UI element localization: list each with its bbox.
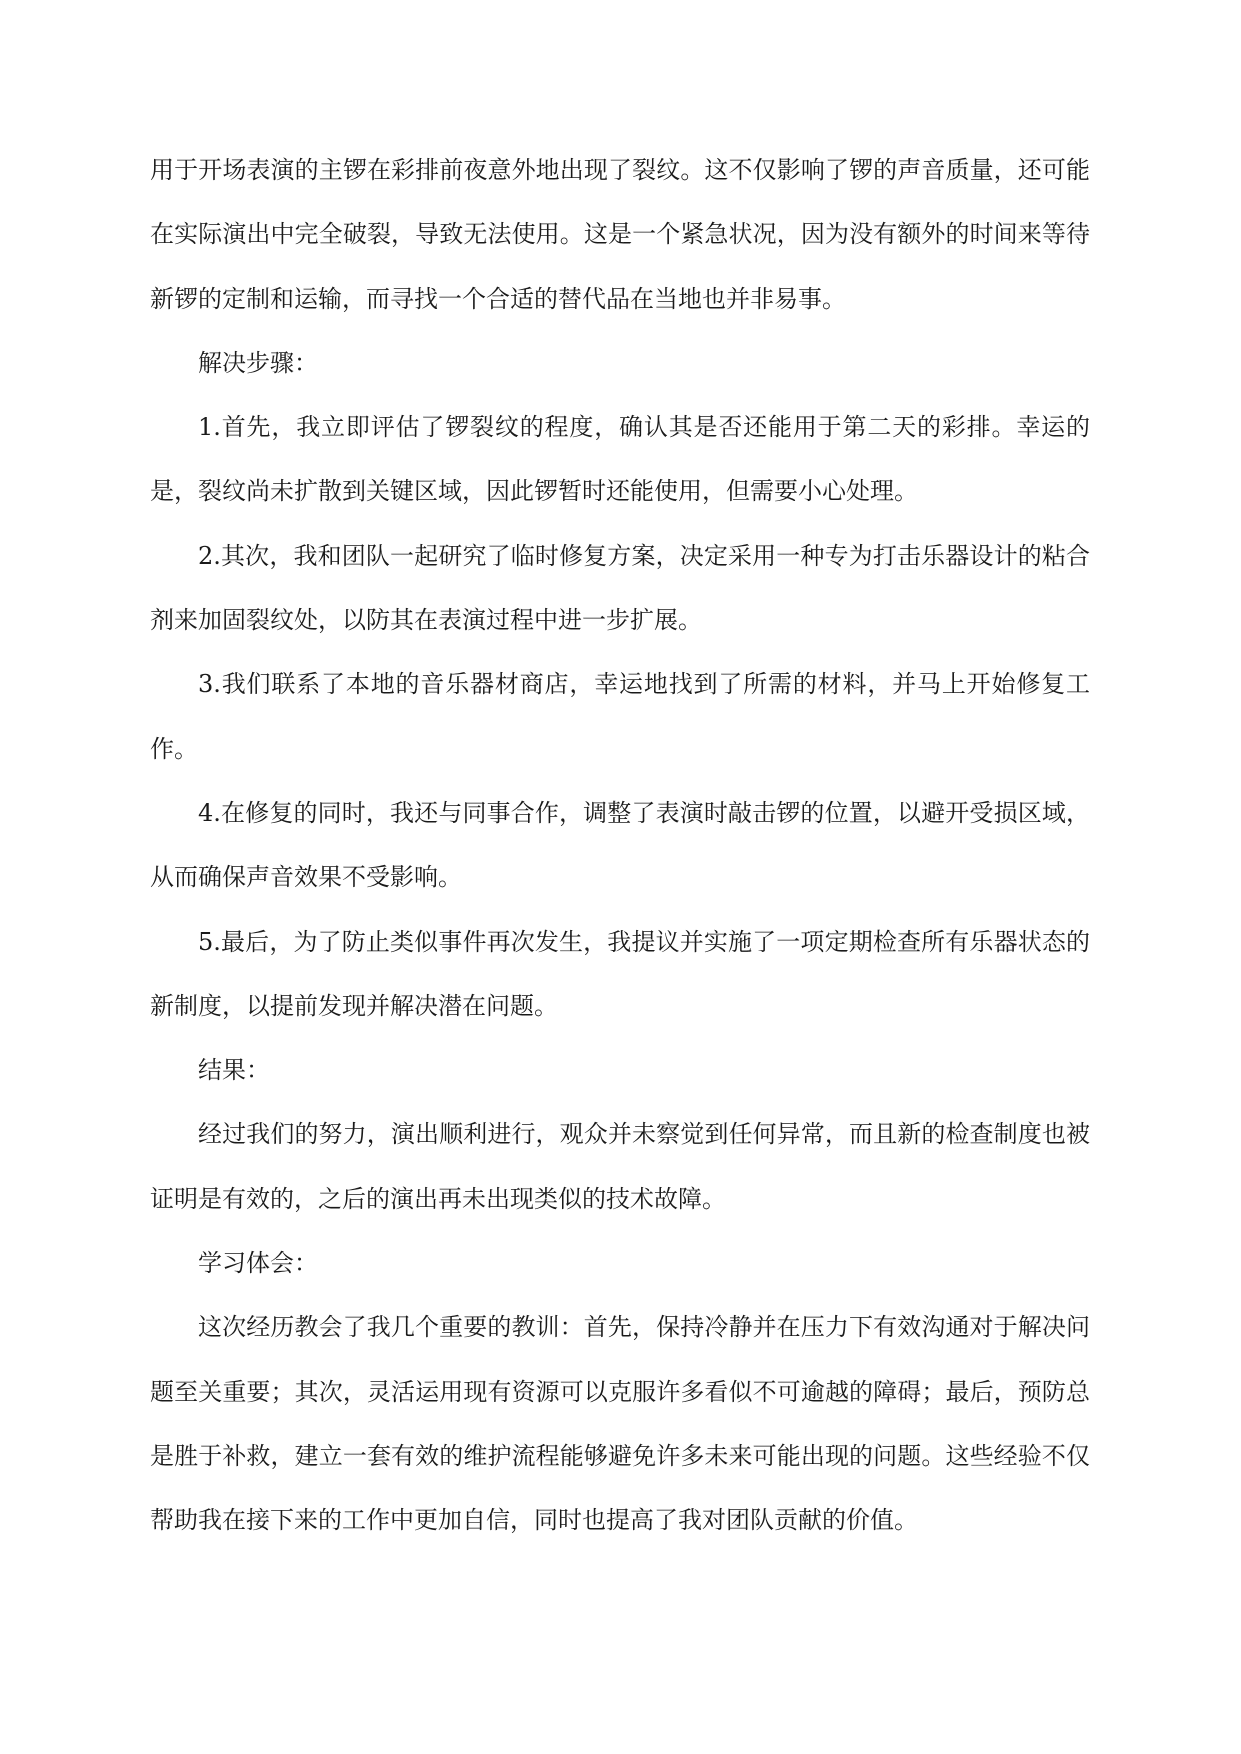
step-4-paragraph: 4.在修复的同时，我还与同事合作，调整了表演时敲击锣的位置，以避开受损区域，从而确保声音效果不受影响。 xyxy=(150,798,1090,892)
learning-paragraph: 这次经历教会了我几个重要的教训：首先，保持冷静并在压力下有效沟通对于解决问题至关重要；其次，灵活运用现有资源可以克服许多看似不可逾越的障碍；最后，预防总是胜于补救，建立一套有效的维护流程能够避免许多未来可能出现的问题。这些经验不仅帮助我在接下来的工作中更加自信，同时也提高了我对团队贡献的价值。 xyxy=(150,1313,1090,1535)
result-heading: 结果： xyxy=(198,1056,270,1085)
document-body xyxy=(150,138,1090,1553)
step-3-paragraph: 3.我们联系了本地的音乐器材商店，幸运地找到了所需的材料，并马上开始修复工作。 xyxy=(150,670,1090,763)
intro-paragraph: 用于开场表演的主锣在彩排前夜意外地出现了裂纹。这不仅影响了锣的声音质量，还可能在实际演出中完全破裂，导致无法使用。这是一个紧急状况，因为没有额外的时间来等待新锣的定制和运输，而寻找一个合适的替代品在当地也并非易事。 xyxy=(150,156,1090,313)
step-1-paragraph: 1.首先，我立即评估了锣裂纹的程度，确认其是否还能用于第二天的彩排。幸运的是，裂纹尚未扩散到关键区域，因此锣暂时还能使用，但需要小心处理。 xyxy=(150,413,1090,506)
step-2-paragraph: 2.其次，我和团队一起研究了临时修复方案，决定采用一种专为打击乐器设计的粘合剂来加固裂纹处，以防其在表演过程中进一步扩展。 xyxy=(150,541,1090,635)
result-paragraph: 经过我们的努力，演出顺利进行，观众并未察觉到任何异常，而且新的检查制度也被证明是有效的，之后的演出再未出现类似的技术故障。 xyxy=(150,1120,1090,1213)
step-5-paragraph: 5.最后，为了防止类似事件再次发生，我提议并实施了一项定期检查所有乐器状态的新制度，以提前发现并解决潜在问题。 xyxy=(150,927,1090,1020)
learning-heading: 学习体会： xyxy=(198,1249,318,1278)
steps-heading: 解决步骤： xyxy=(198,348,318,377)
